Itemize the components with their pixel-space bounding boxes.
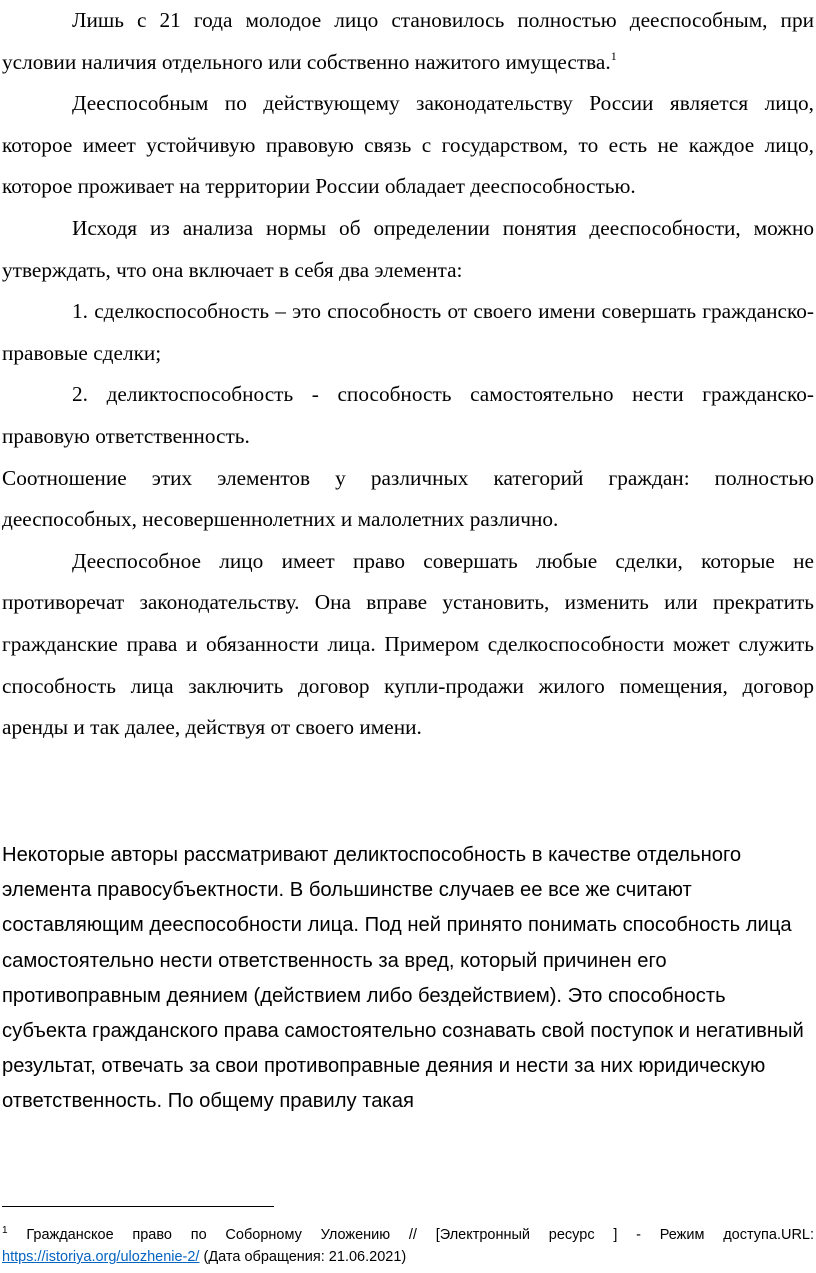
footnote-link[interactable]: https://istoriya.org/ulozhenie-2/ xyxy=(2,1249,200,1265)
paragraph-capacity-definition: Дееспособным по действующему законодательству России является лицо, которое имеет устойчивую правовую связь с государством, то есть не каждое лицо, которое проживает на территории России обладает дееспособностью. xyxy=(2,91,814,199)
list-item-tort-capacity: 2. деликтоспособность - способность самостоятельно нести гражданско-правовую ответственность. xyxy=(2,382,814,448)
list-item-dealing-capacity: 1. сделкоспособность – это способность от своего имени совершать гражданско-правовые сделки; xyxy=(2,299,814,365)
paragraph-text: Лишь с 21 года молодое лицо становилось полностью дееспособным, при условии наличия отдельного или собственно нажитого имущества. xyxy=(2,8,814,74)
body-text-serif xyxy=(2,0,814,749)
footnote-source-line xyxy=(2,1246,814,1268)
footnote-line xyxy=(2,1224,814,1246)
footnote xyxy=(2,1224,814,1268)
footnote-access-date: (Дата обращения: 21.06.2021) xyxy=(203,1249,407,1265)
paragraph-categories: Соотношение этих элементов у различных категорий граждан: полностью дееспособных, несовершеннолетних и малолетних различно. xyxy=(2,465,814,532)
body-text-sans xyxy=(2,838,814,1120)
paragraph-capacity-elements: Исходя из анализа нормы об определении понятия дееспособности, можно утверждать, что она включает в себя два элемента: xyxy=(2,215,814,282)
footnote-number: 1 xyxy=(2,1225,8,1236)
footnote-reference[interactable]: 1 xyxy=(610,48,617,63)
footnote-text: Гражданское право по Соборному Уложению // [Электронный ресурс ] - Режим доступа.URL: xyxy=(26,1227,815,1243)
footnote-separator xyxy=(2,1206,274,1207)
paragraph-tort-capacity-authors: Некоторые авторы рассматривают деликтоспособность в качестве отдельного элемента правосубъектности. В большинстве случаев ее все же считают составляющим дееспособности лица. Под ней принято понимать способность лица самостоятельно нести ответственность за вред, который причинен его противоправным деянием (действием либо бездействием). Это способность субъекта гражданского права самостоятельно сознавать свой поступок и негативный результат, отвечать за свои противоправные деяния и нести за них юридическую ответственность. По общему правилу такая xyxy=(2,844,804,1113)
paragraph-capable-person: Дееспособное лицо имеет право совершать любые сделки, которые не противоречат законодательству. Она вправе установить, изменить или прекратить гражданские права и обязанности лица. Примером сделкоспособности может служить способность лица заключить договор купли-продажи жилого помещения, договор аренды и так далее, действуя от своего имени. xyxy=(2,548,814,740)
paragraph-capacity-age xyxy=(2,0,814,83)
